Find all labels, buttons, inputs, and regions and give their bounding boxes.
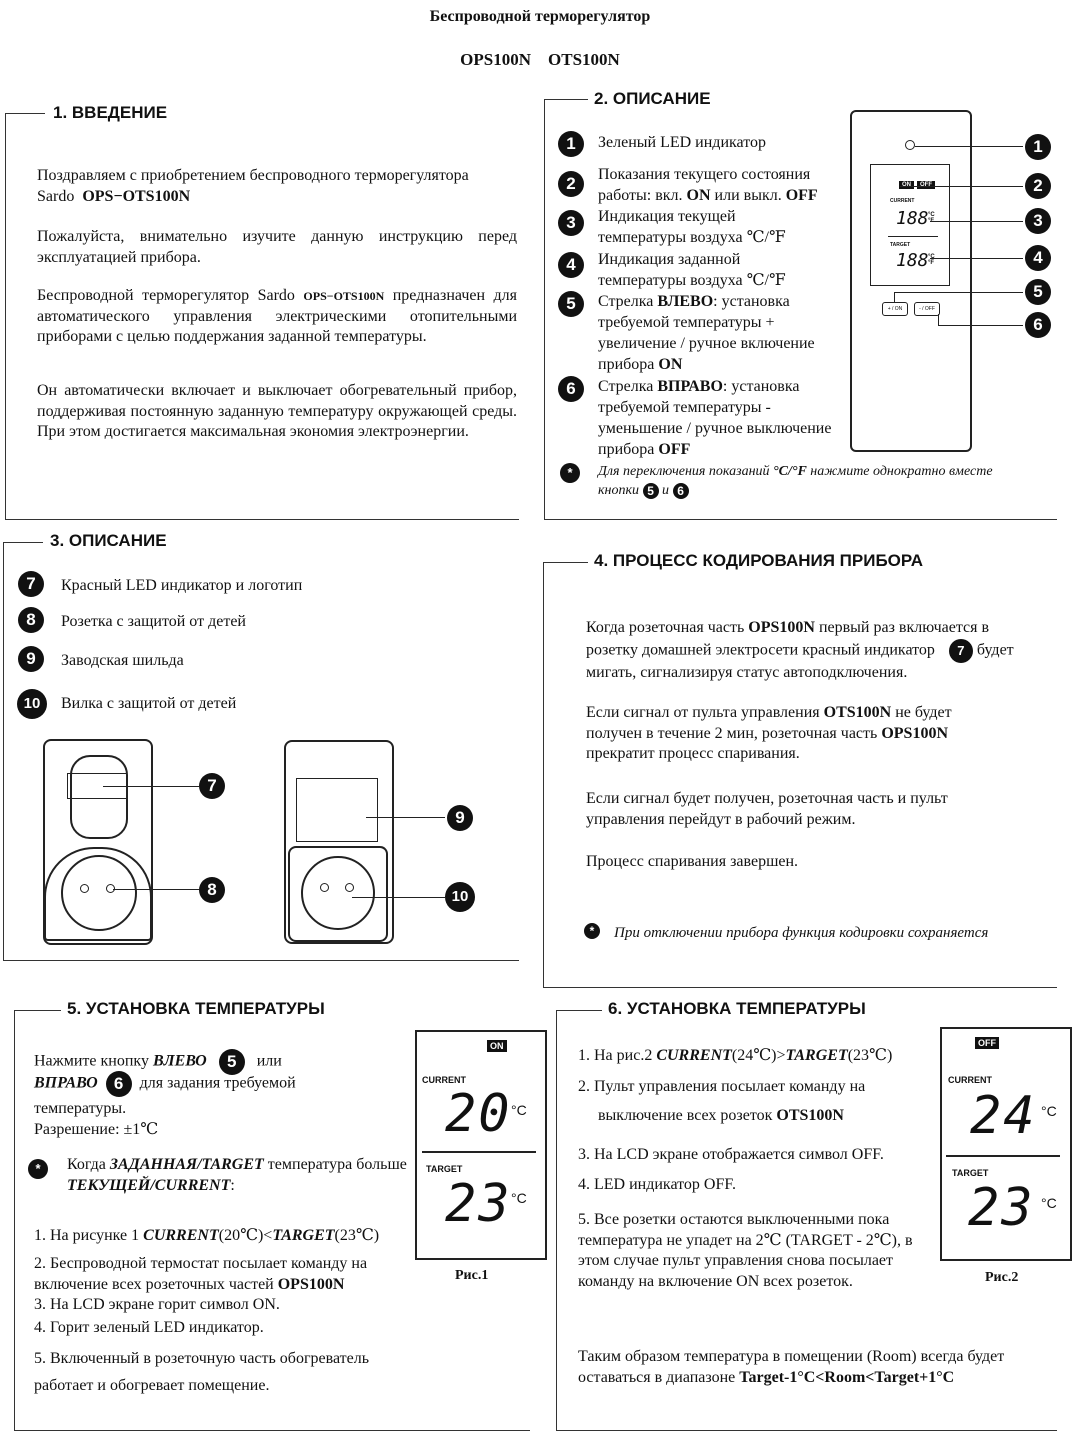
fig1-target-unit: °C [511, 1190, 527, 1206]
remote-callout-2-icon: 2 [1025, 173, 1051, 199]
remote-button-right[interactable]: - / OFF [914, 302, 940, 316]
marker-5-icon: 5 [558, 291, 584, 317]
remote-current-digits: 188 [896, 208, 929, 229]
fig2-current-value: 24 [970, 1086, 1037, 1146]
off-list-2b: выключение всех розеток OTS100N [598, 1107, 844, 1124]
remote-callout-3-icon: 3 [1025, 208, 1051, 234]
section-2-heading: 2. ОПИСАНИЕ [588, 89, 717, 109]
fig2-target-label: TARGET [952, 1168, 989, 1178]
fig2-current-label: CURRENT [948, 1075, 992, 1085]
figure-1-caption: Рис.1 [455, 1268, 489, 1283]
off-summary: Таким образом температура в помещении (Room) всегда будет оставаться в диапазоне Target-1°C<Room<Target+1°C [578, 1348, 1005, 1386]
section-3-heading: 3. ОПИСАНИЕ [44, 531, 173, 551]
remote-led [905, 140, 915, 150]
fig1-on-badge: ON [487, 1040, 507, 1052]
remote-callout-4-icon: 4 [1025, 245, 1051, 271]
setting-line-2: ВПРАВО 6 для задания требуемой [34, 1071, 414, 1097]
figure-2-caption: Рис.2 [985, 1270, 1019, 1285]
desc-item-5: Стрелка ВЛЕВО: установка требуемой температуры + увеличение / ручное включение прибора ON [598, 293, 815, 373]
setting-list-4: 4. Горит зеленый LED индикатор. [34, 1319, 264, 1336]
doc-title: Беспроводной терморегулятор [429, 8, 651, 25]
doc-models: OPS100N OTS100N [460, 50, 620, 69]
marker-3-icon: 3 [558, 210, 584, 236]
note-star-icon: * [560, 463, 580, 483]
fig1-target-value: 23 [445, 1174, 512, 1234]
fig2-off-badge: OFF [975, 1037, 999, 1049]
intro-paragraph-2: Пожалуйста, внимательно изучите данную инструкцию перед эксплуатацией прибора. [37, 228, 517, 266]
fig1-current-value: 20 [445, 1084, 512, 1144]
fig1-target-label: TARGET [426, 1164, 463, 1174]
fig1-current-unit: °C [511, 1102, 527, 1118]
remote-current-unit: °C °F [928, 212, 935, 224]
desc-item-4: Индикация заданной температуры воздуха ℃/℉ [598, 251, 786, 289]
coding-paragraph-1: Когда розеточная часть OPS100N первый раз включается в розетку домашней электросети красный индикатор 7 будет мигать, сигнализируя статус автоподключения. [586, 619, 1014, 681]
desc-item-1: Зеленый LED индикатор [598, 134, 767, 151]
desc-item-10: Вилка с защитой от детей [61, 695, 237, 712]
socket-callout-9-icon: 9 [447, 805, 473, 831]
section-4-heading: 4. ПРОЦЕСС КОДИРОВАНИЯ ПРИБОРА [588, 551, 929, 571]
setting-list-3: 3. На LCD экране горит символ ON. [34, 1296, 280, 1313]
marker-8-icon: 8 [18, 607, 44, 633]
remote-target-label: TARGET [890, 242, 911, 248]
section-5-heading: 5. УСТАНОВКА ТЕМПЕРАТУРЫ [61, 999, 331, 1019]
remote-current-label: CURRENT [890, 198, 915, 204]
off-list-5: 5. Все розетки остаются выключенными пока температура не упадет на 2℃ (TARGET - 2℃), в этом случае пульт управления снова посылает команду на включение ON всех розеток. [578, 1211, 913, 1290]
remote-on-badge: ON [899, 181, 914, 189]
desc-item-7: Красный LED индикатор и логотип [61, 577, 303, 594]
remote-off-badge: OFF [917, 181, 935, 189]
desc-note: Для переключения показаний °C/°F нажмите однократно вместе кнопки 5 и 6 [598, 464, 993, 498]
marker-2-icon: 2 [558, 171, 584, 197]
desc-item-3: Индикация текущей температуры воздуха ℃/℉ [598, 208, 786, 246]
coding-paragraph-4: Процесс спаривания завершен. [586, 853, 799, 870]
marker-9-icon: 9 [18, 646, 44, 672]
setting-line-3: температуры. [34, 1100, 127, 1117]
off-list-3: 3. На LCD экране отображается символ OFF. [578, 1146, 884, 1163]
fig2-target-unit: °C [1041, 1195, 1057, 1211]
marker-4-icon: 4 [558, 252, 584, 278]
remote-callout-6-icon: 6 [1025, 312, 1051, 338]
remote-button-left[interactable]: + / ON [882, 302, 908, 316]
off-list-2: 2. Пульт управления посылает команду на [578, 1078, 866, 1095]
fig2-target-value: 23 [968, 1178, 1035, 1238]
setting-resolution: Разрешение: ±1℃ [34, 1121, 159, 1138]
marker-5-icon-inline: 5 [643, 483, 659, 499]
desc-item-2: Показания текущего состояния работы: вкл. ON или выкл. OFF [598, 166, 818, 204]
setting-list-2: 2. Беспроводной термостат посылает команду на включение всех розеточных частей OPS100N [34, 1255, 368, 1293]
marker-7-icon: 7 [18, 571, 44, 597]
setting-note-star-icon: * [28, 1159, 48, 1179]
remote-callout-5-icon: 5 [1025, 279, 1051, 305]
marker-7-icon-inline: 7 [949, 639, 973, 663]
fig2-current-unit: °C [1041, 1103, 1057, 1119]
section-1-heading: 1. ВВЕДЕНИЕ [47, 103, 173, 123]
setting-list-5: 5. Включенный в розеточную часть обогреватель работает и обогревает помещение. [34, 1350, 370, 1394]
marker-6-icon-inline: 6 [673, 483, 689, 499]
marker-10-icon: 10 [17, 689, 47, 719]
off-list-1: 1. На рис.2 CURRENT(24℃)>TARGET(23℃) [578, 1047, 893, 1064]
marker-6-icon: 6 [558, 376, 584, 402]
desc-item-6: Стрелка ВПРАВО: установка требуемой температуры - уменьшение / ручное выключение прибора OFF [598, 378, 832, 458]
remote-callout-1-icon: 1 [1025, 134, 1051, 160]
desc-item-8: Розетка с защитой от детей [61, 613, 246, 630]
setting-list-1: 1. На рисунке 1 CURRENT(20℃)<TARGET(23℃) [34, 1227, 380, 1244]
coding-paragraph-3: Если сигнал будет получен, розеточная часть и пульт управления перейдут в рабочий режим. [586, 790, 948, 828]
remote-target-unit: °C °F [928, 254, 935, 266]
socket-callout-8-icon: 8 [199, 877, 225, 903]
setting-note: Когда ЗАДАННАЯ/TARGET температура больше ТЕКУЩЕЙ/CURRENT: [67, 1156, 407, 1194]
marker-6-icon-s5: 6 [106, 1071, 132, 1097]
off-list-4: 4. LED индикатор OFF. [578, 1176, 736, 1193]
intro-paragraph-1: Поздравляем с приобретением беспроводного терморегулятора Sardo OPS−OTS100N [37, 167, 469, 205]
intro-paragraph-3: Беспроводной терморегулятор Sardo OPS−OTS100N предназначен для автоматического управления электрическими отопительными приборами с целью поддержания заданной температуры. [37, 287, 517, 345]
setting-line-1: Нажмите кнопку ВЛЕВО 5 или [34, 1049, 414, 1075]
coding-paragraph-2: Если сигнал от пульта управления OTS100N не будет получен в течение 2 мин, розеточная часть OPS100N прекратит процесс спаривания. [586, 704, 952, 762]
socket-callout-7-icon: 7 [199, 773, 225, 799]
marker-5-icon-s5: 5 [219, 1049, 245, 1075]
coding-note-star-icon: * [584, 923, 600, 939]
intro-paragraph-4: Он автоматически включает и выключает обогревательный прибор, поддерживая постоянную заданную температуру окружающей среды. При этом достигается максимальная экономия электроэнергии. [37, 382, 517, 440]
socket-callout-10-icon: 10 [445, 882, 475, 912]
coding-note: При отключении прибора функция кодировки сохраняется [614, 925, 989, 941]
fig1-current-label: CURRENT [422, 1075, 466, 1085]
remote-target-digits: 188 [896, 250, 929, 271]
marker-1-icon: 1 [558, 131, 584, 157]
desc-item-9: Заводская шильда [61, 652, 184, 669]
section-6-heading: 6. УСТАНОВКА ТЕМПЕРАТУРЫ [602, 999, 872, 1019]
